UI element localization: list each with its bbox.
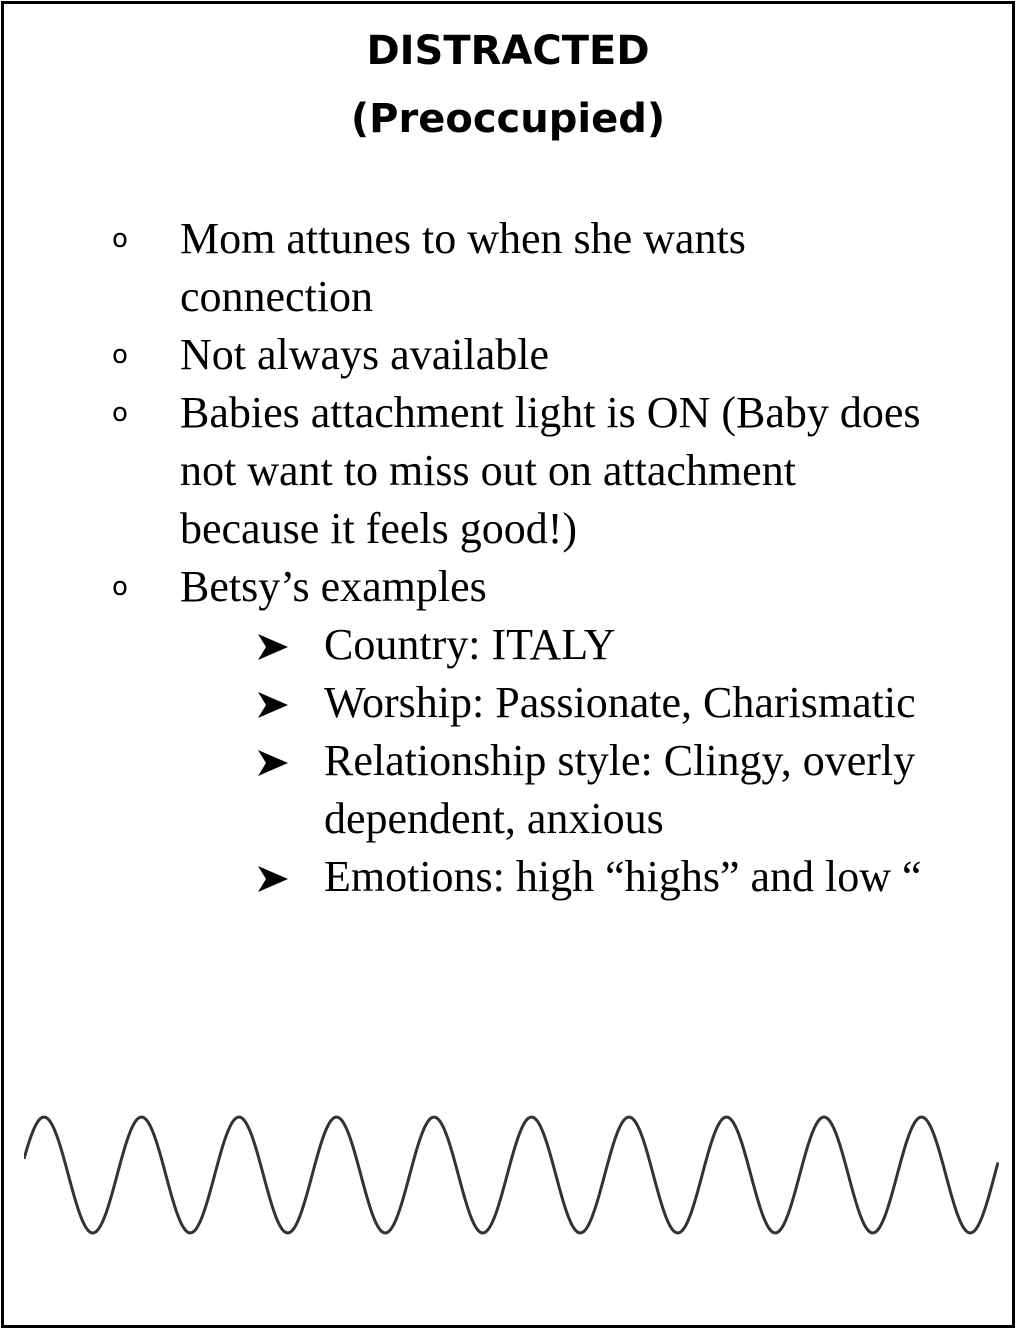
- list-item-line: connection: [180, 272, 374, 321]
- title-subtitle: (Preoccupied): [350, 96, 666, 142]
- example-item: [324, 674, 984, 732]
- title-main: DISTRACTED: [366, 28, 650, 74]
- example-item-line: dependent, anxious: [324, 794, 664, 843]
- list-item-line: Betsy’s examples: [180, 562, 487, 611]
- list-item-line: Mom attunes to when she wants: [180, 214, 746, 263]
- example-item-line: Country: ITALY: [324, 620, 616, 669]
- circle-bullet-icon: o: [112, 398, 128, 428]
- sine-wave-icon: [24, 1100, 999, 1250]
- example-item: [324, 616, 984, 674]
- arrowhead-bullet-icon: [256, 690, 290, 720]
- example-item: [324, 848, 984, 906]
- arrowhead-bullet-icon: [256, 864, 290, 894]
- list-item: [180, 384, 980, 558]
- circle-bullet-icon: o: [112, 340, 128, 370]
- arrowhead-bullet-icon: [256, 632, 290, 662]
- list-item: [180, 326, 980, 384]
- list-item-line: Babies attachment light is ON (Baby does: [180, 388, 921, 437]
- list-item: [180, 558, 980, 616]
- arrowhead-bullet-icon: [256, 748, 290, 778]
- example-item-line: Relationship style: Clingy, overly: [324, 736, 916, 785]
- list-item-line: because it feels good!): [180, 504, 578, 553]
- example-item-line: Emotions: high “highs” and low “: [324, 852, 922, 901]
- list-item-line: not want to miss out on attachment: [180, 446, 796, 495]
- list-item: [180, 210, 980, 326]
- circle-bullet-icon: o: [112, 572, 128, 602]
- example-item: [324, 732, 984, 848]
- list-item-line: Not always available: [180, 330, 549, 379]
- handout-card: [1, 1, 1015, 1328]
- example-item-line: Worship: Passionate, Charismatic: [324, 678, 916, 727]
- circle-bullet-icon: o: [112, 224, 128, 254]
